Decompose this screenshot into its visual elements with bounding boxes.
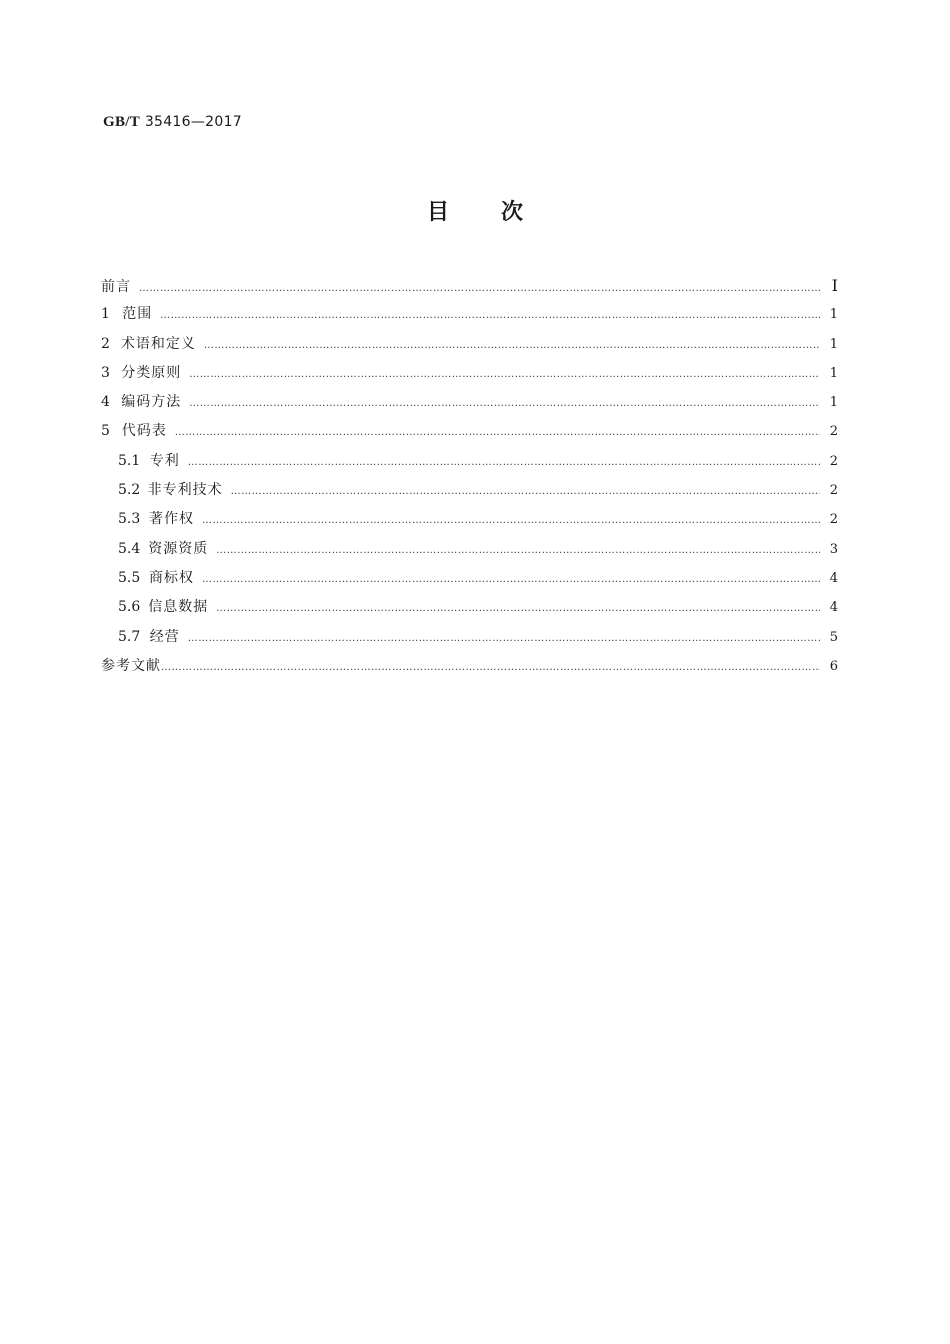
toc-entry-number: 1 [101, 306, 110, 323]
toc-page-number: 1 [829, 307, 838, 323]
toc-entry-5-1[interactable] [101, 447, 838, 476]
toc-page-number: 6 [829, 658, 838, 674]
toc-entry-5-5[interactable] [101, 564, 838, 593]
toc-entry-label: 专利 [149, 452, 180, 469]
toc-entry-number: 5.1 [118, 452, 141, 469]
dot-leader [161, 653, 820, 682]
toc-page-number: 5 [829, 629, 838, 645]
toc-entry-label: 非专利技术 [147, 482, 223, 499]
toc-page-number: 4 [829, 570, 838, 586]
toc-entry-number: 5 [101, 423, 110, 440]
toc-entry-5-3[interactable] [101, 505, 838, 534]
toc-page-number: 1 [829, 395, 838, 411]
dot-leader [202, 565, 820, 594]
toc-entry-coding-method[interactable] [101, 388, 838, 417]
toc-page-number: 2 [829, 424, 838, 440]
dot-leader [188, 624, 820, 653]
toc-entry-5-4[interactable] [101, 535, 838, 564]
toc-entry-code-table[interactable] [101, 417, 838, 446]
table-of-contents [101, 271, 838, 681]
toc-page-number: 2 [829, 483, 838, 499]
dot-leader [139, 274, 820, 303]
toc-entry-number: 5.5 [118, 569, 141, 586]
toc-entry-number: 5.2 [118, 482, 141, 499]
page-title: 目次 [426, 200, 575, 225]
toc-entry-5-2[interactable] [101, 476, 838, 505]
toc-entry-label: 代码表 [121, 423, 167, 440]
dot-leader [216, 536, 820, 565]
toc-entry-label: 分类原则 [121, 364, 182, 381]
standard-prefix: GB/T [103, 114, 141, 130]
toc-page-number: 1 [829, 336, 838, 352]
dot-leader [175, 418, 820, 447]
dot-leader [160, 301, 820, 330]
dot-leader [189, 389, 820, 418]
dot-leader [188, 448, 820, 477]
standard-number: 35416—2017 [144, 114, 242, 130]
toc-page-number: I [831, 276, 838, 295]
toc-page-number: 2 [829, 512, 838, 528]
standard-code [103, 114, 242, 131]
toc-entry-5-6[interactable] [101, 593, 838, 622]
toc-entry-scope[interactable] [101, 300, 838, 329]
toc-entry-terms[interactable] [101, 330, 838, 359]
toc-entry-label: 著作权 [149, 511, 195, 528]
toc-entry-number: 4 [101, 394, 110, 411]
dot-leader [204, 331, 820, 360]
toc-entry-bibliography[interactable] [101, 652, 838, 681]
toc-entry-principles[interactable] [101, 359, 838, 388]
toc-entry-number: 3 [101, 364, 110, 381]
dot-leader [189, 360, 820, 389]
toc-entry-label: 资源资质 [148, 540, 209, 557]
toc-entry-number: 5.4 [118, 540, 141, 557]
toc-page-number: 1 [829, 365, 838, 381]
toc-entry-label: 参考文献 [101, 657, 161, 674]
toc-page-number: 3 [829, 541, 838, 557]
toc-entry-label: 经营 [149, 628, 180, 645]
toc-page-number: 4 [829, 600, 838, 616]
dot-leader [216, 594, 820, 623]
toc-entry-label: 编码方法 [121, 394, 182, 411]
toc-entry-number: 5.3 [118, 511, 141, 528]
toc-entry-label: 范围 [122, 306, 153, 323]
toc-entry-number: 5.6 [118, 599, 141, 616]
toc-entry-foreword[interactable] [101, 271, 838, 300]
dot-leader [202, 506, 820, 535]
toc-page-number: 2 [829, 453, 838, 469]
toc-entry-label: 信息数据 [148, 599, 209, 616]
toc-entry-number: 2 [101, 335, 110, 352]
toc-entry-label: 商标权 [149, 569, 195, 586]
toc-entry-label: 前言 [101, 279, 131, 295]
toc-entry-number: 5.7 [118, 628, 141, 645]
toc-entry-5-7[interactable] [101, 623, 838, 652]
dot-leader [231, 477, 820, 506]
toc-entry-label: 术语和定义 [120, 335, 196, 352]
